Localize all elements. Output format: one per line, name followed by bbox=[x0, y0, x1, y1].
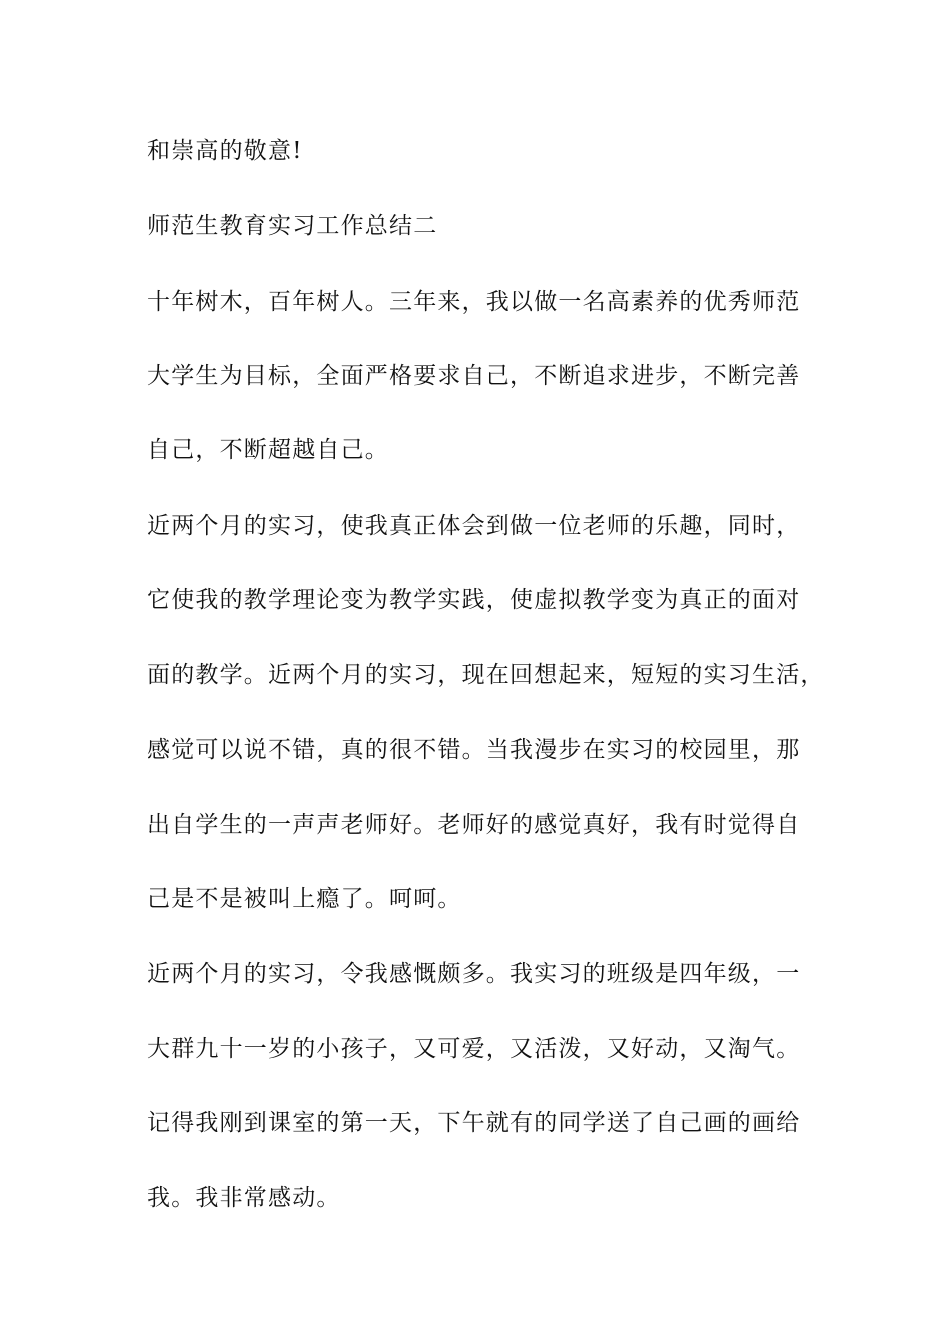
text-line: 感觉可以说不错，真的很不错。当我漫步在实习的校园里，那 bbox=[147, 737, 801, 763]
text-line: 大学生为目标，全面严格要求自己，不断追求进步，不断完善 bbox=[147, 363, 801, 389]
text-line: 和崇高的敬意! bbox=[147, 138, 303, 164]
text-line: 近两个月的实习，使我真正体会到做一位老师的乐趣，同时， bbox=[147, 513, 801, 539]
text-line: 面的教学。近两个月的实习，现在回想起来，短短的实习生活， bbox=[147, 662, 825, 688]
text-line: 自己，不断超越自己。 bbox=[147, 437, 389, 463]
text-line: 记得我刚到课室的第一天，下午就有的同学送了自己画的画给 bbox=[147, 1110, 801, 1136]
text-line: 出自学生的一声声老师好。老师好的感觉真好，我有时觉得自 bbox=[147, 812, 801, 838]
text-line: 十年树木，百年树人。三年来，我以做一名高素养的优秀师范 bbox=[147, 289, 801, 315]
text-line: 我。我非常感动。 bbox=[147, 1185, 341, 1211]
text-line: 它使我的教学理论变为教学实践，使虚拟教学变为真正的面对 bbox=[147, 587, 801, 613]
text-line: 近两个月的实习，令我感慨颇多。我实习的班级是四年级，一 bbox=[147, 961, 801, 987]
section-heading: 师范生教育实习工作总结二 bbox=[147, 213, 438, 239]
text-line: 己是不是被叫上瘾了。呵呵。 bbox=[147, 886, 462, 912]
text-line: 大群九十一岁的小孩子，又可爱，又活泼，又好动，又淘气。 bbox=[147, 1036, 801, 1062]
